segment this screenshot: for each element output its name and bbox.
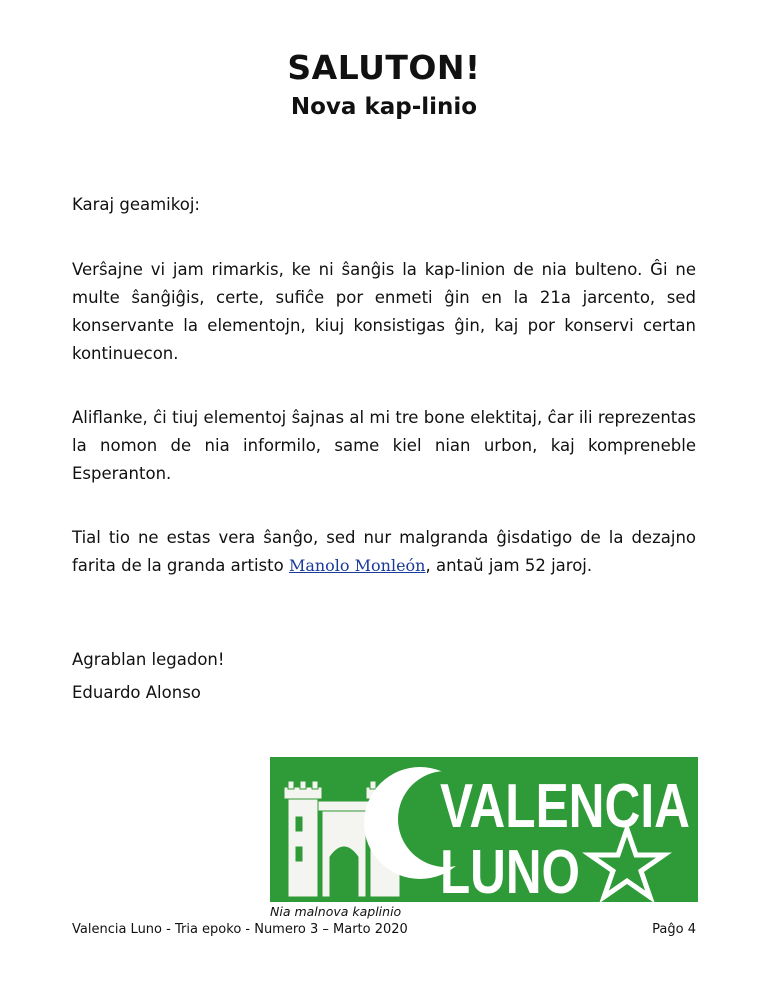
logo-line-2: LUNO — [440, 838, 580, 907]
footer-page-number: Paĝo 4 — [652, 922, 696, 937]
paragraph-3-text-before: Tial tio ne estas vera ŝanĝo, sed nur malgranda ĝisdatigo de la dezajno farita de la granda artisto — [72, 528, 696, 575]
page-subtitle: Nova kap-linio — [290, 94, 478, 120]
paragraph-3-text-after: , antaŭ jam 52 jaroj. — [425, 556, 593, 575]
valencia-luno-logo — [270, 757, 698, 907]
logo-caption: Nia malnova kaplinio — [270, 904, 402, 919]
logo-line-1: VALENCIA — [440, 772, 690, 841]
page-title: SALUTON! — [287, 48, 481, 87]
greeting: Karaj geamikoj: — [72, 195, 200, 214]
paragraph-2: Aliflanke, ĉi tiuj elementoj ŝajnas al mi tre bone elektitaj, ĉar ili reprezentas la nomon de nia informilo, same kiel nian urbon, kaj kompreneble Esperanton. — [72, 408, 696, 483]
artist-link[interactable]: Manolo Monleón — [288, 556, 426, 575]
signature: Eduardo Alonso — [72, 683, 201, 702]
footer-publication: Valencia Luno - Tria epoko - Numero 3 – Marto 2020 — [72, 922, 408, 937]
closing-line: Agrablan legadon! — [72, 650, 225, 669]
paragraph-1: Verŝajne vi jam rimarkis, ke ni ŝanĝis la kap-linion de nia bulteno. Ĝi ne multe ŝanĝiĝis, certe, sufiĉe por enmeti ĝin en la 21a jarcento, sed konservante la elementojn, kiuj konsistigas ĝin, kaj por konservi certan kontinuecon. — [72, 260, 696, 363]
paragraph-3 — [72, 524, 696, 580]
